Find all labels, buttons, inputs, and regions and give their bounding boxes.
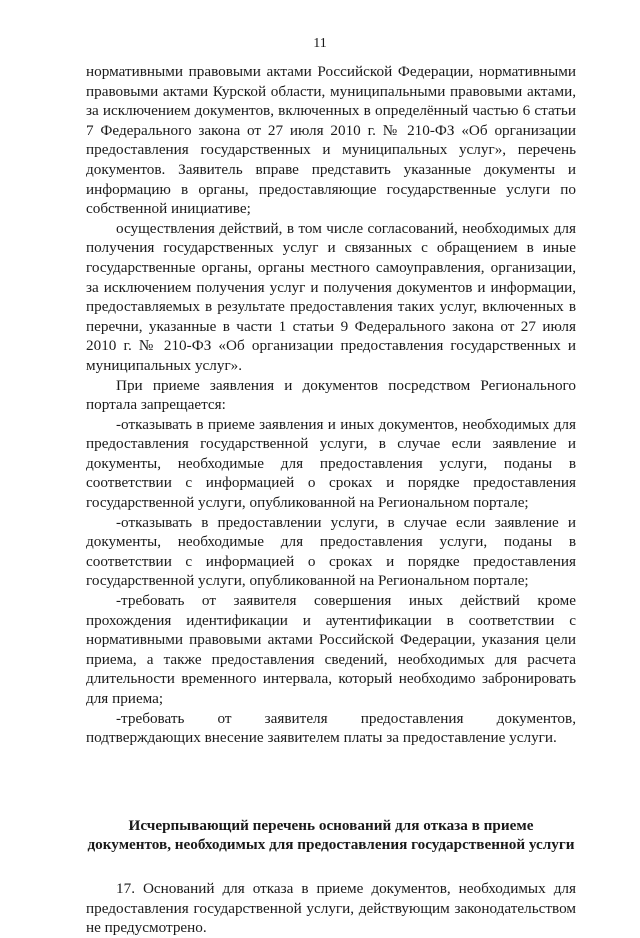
page-number: 11 (313, 36, 327, 51)
paragraph-2: осуществления действий, в том числе согласований, необходимых для получения государственных услуг и связанных с обращением в иные государственные органы, органы местного самоуправления, организации, за исключением получения услуг и получения документов и информации, предоставляемых в результате предоставления таких услуг, включенных в перечни, указанные в части 1 статьи 9 Федерального закона от 27 июля 2010 г. № 210-ФЗ «Об организации предоставления государственных и муниципальных услуг». (86, 219, 576, 374)
document-body (86, 62, 576, 938)
paragraph-3: При приеме заявления и документов посредством Регионального портала запрещается: (86, 376, 576, 414)
paragraph-1: нормативными правовыми актами Российской Федерации, нормативными правовыми актами Курской области, муниципальными правовыми актами, за исключением документов, включенных в определённый частью 6 статьи 7 Федерального закона от 27 июля 2010 г. № 210-ФЗ «Об организации предоставления государственных и муниципальных услуг», перечень документов. Заявитель вправе представить указанные документы и информацию в органы, предоставляющие государственные услуги по собственной инициативе; (86, 63, 576, 218)
paragraph-7: -требовать от заявителя предоставления документов, подтверждающих внесение заявителем платы за предоставление услуги. (86, 709, 576, 747)
paragraph-17: 17. Оснований для отказа в приеме документов, необходимых для предоставления государственной услуги, действующим законодательством не предусмотрено. (86, 879, 576, 937)
paragraph-5: -отказывать в предоставлении услуги, в случае если заявление и документы, необходимые для предоставления услуги, поданы в соответствии с информацией о сроках и порядке предоставления государственной услуги, опубликованной на Региональном портале; (86, 513, 576, 590)
paragraph-4: -отказывать в приеме заявления и иных документов, необходимых для предоставления государственной услуги, в случае если заявление и документы, необходимые для предоставления услуги, поданы в соответствии с информацией о сроках и порядке предоставления государственной услуги, опубликованной на Региональном портале; (86, 415, 576, 512)
paragraph-6: -требовать от заявителя совершения иных действий кроме прохождения идентификации и аутентификации в соответствии с нормативными правовыми актами Российской Федерации, указания цели приема, а также предоставления сведений, необходимых для расчета длительности временного интервала, который необходимо забронировать для приема; (86, 592, 576, 707)
section-heading: Исчерпывающий перечень оснований для отказа в приеме документов, необходимых для предоставления государственной услуги (87, 816, 575, 854)
